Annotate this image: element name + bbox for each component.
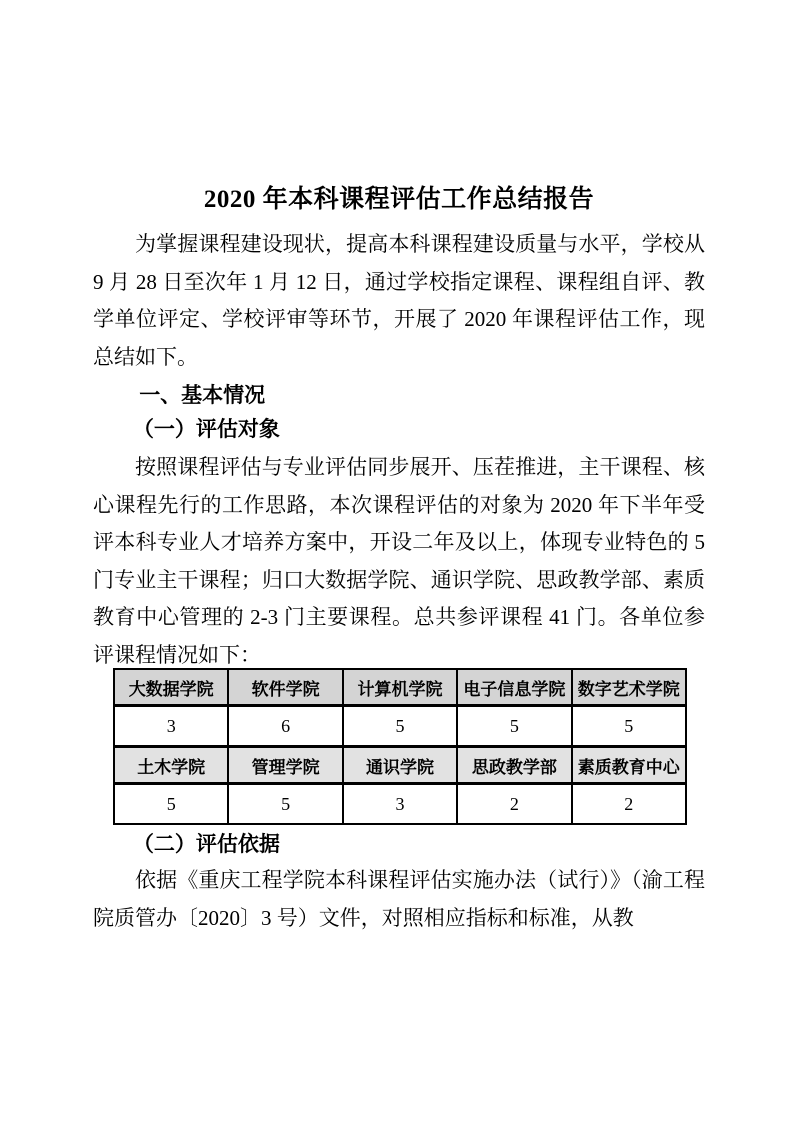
unit-cell: 计算机学院 (343, 669, 457, 706)
unit-cell: 素质教育中心 (572, 747, 686, 784)
table-row-counts-1 (114, 706, 686, 747)
count-cell: 6 (228, 706, 342, 747)
unit-cell: 电子信息学院 (457, 669, 571, 706)
page-content (93, 0, 705, 1122)
paragraph-evaluation-scope: 按照课程评估与专业评估同步展开、压茬推进，主干课程、核心课程先行的工作思路，本次课程评估的对象为 2020 年下半年受评本科专业人才培养方案中，开设二年及以上，体现专业特色的 5 门专业主干课程；归口大数据学院、通识学院、思政教学部、素质教育中心管理的 2-3 门主要课程。总共参评课程 41 门。各单位参评课程情况如下： (93, 455, 705, 667)
paragraph-evaluation-basis: 依据《重庆工程学院本科课程评估实施办法（试行）》（渝工程院质管办〔2020〕3 号）文件，对照相应指标和标准，从教 (93, 868, 705, 930)
subsection-heading-evaluation-basis: （二）评估依据 (132, 833, 280, 856)
unit-cell: 思政教学部 (457, 747, 571, 784)
count-cell: 3 (114, 706, 228, 747)
unit-cell: 数字艺术学院 (572, 669, 686, 706)
count-cell: 3 (343, 784, 457, 825)
table-row-counts-2 (114, 784, 686, 825)
table-row-units-2 (114, 747, 686, 784)
unit-cell: 大数据学院 (114, 669, 228, 706)
count-cell: 5 (457, 706, 571, 747)
section-heading-basic-info: 一、基本情况 (139, 384, 266, 407)
table-row-units-1 (114, 669, 686, 706)
unit-cell: 通识学院 (343, 747, 457, 784)
unit-cell: 管理学院 (228, 747, 342, 784)
count-cell: 5 (572, 706, 686, 747)
unit-cell: 土木学院 (114, 747, 228, 784)
count-cell: 2 (457, 784, 571, 825)
count-cell: 2 (572, 784, 686, 825)
unit-cell: 软件学院 (228, 669, 342, 706)
count-cell: 5 (228, 784, 342, 825)
count-cell: 5 (343, 706, 457, 747)
subsection-heading-evaluation-object: （一）评估对象 (132, 418, 280, 441)
paragraph-intro: 为掌握课程建设现状，提高本科课程建设质量与水平，学校从 9 月 28 日至次年 1 月 12 日，通过学校指定课程、课程组自评、教学单位评定、学校评审等环节，开展了 2020 年课程评估工作，现总结如下。 (93, 232, 705, 369)
course-count-table (113, 668, 687, 825)
count-cell: 5 (114, 784, 228, 825)
document-title: 2020 年本科课程评估工作总结报告 (203, 186, 595, 213)
